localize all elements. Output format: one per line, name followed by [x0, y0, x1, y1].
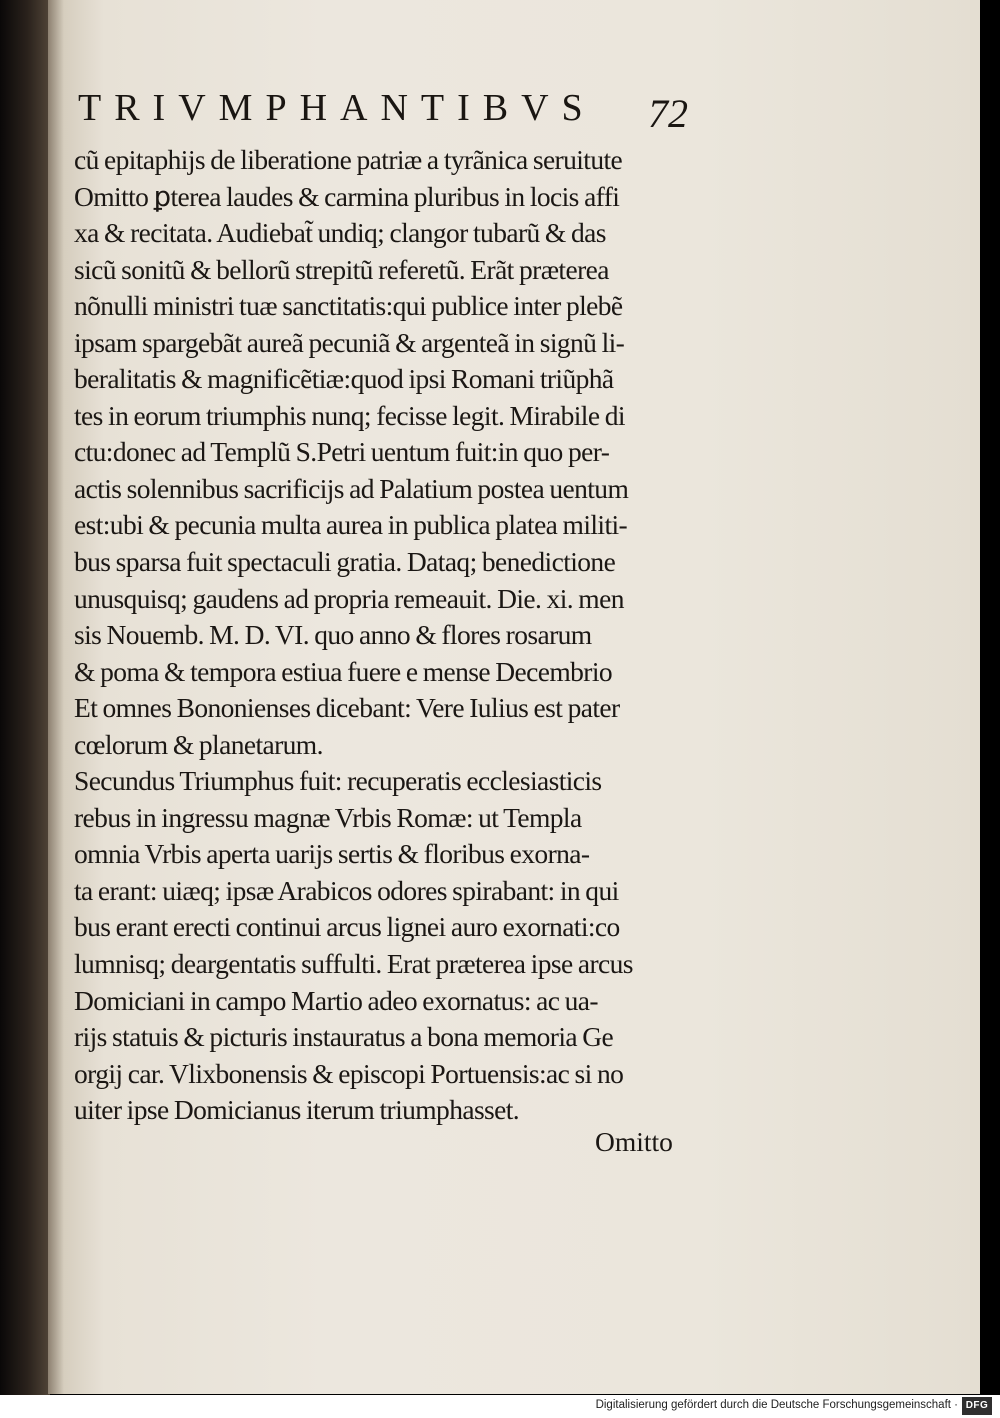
- text-line: cũ epitaphijs de liberatione patriæ a tyrãnica seruitute: [74, 144, 623, 175]
- text-line: bus erant erecti continui arcus lignei auro exornati:co: [74, 911, 620, 943]
- text-line: ta erant: uiæq; ipsæ Arabicos odores spirabant: in qui: [74, 874, 619, 906]
- text-line: Domiciani in campo Martio adeo exornatus: ac ua-: [74, 984, 598, 1016]
- text-line: est:ubi & pecunia multa aurea in publica platea militi-: [74, 509, 628, 541]
- running-title: TRIVMPHANTIBVS: [78, 87, 596, 129]
- text-line: bus sparsa fuit spectaculi gratia. Dataq; benedictione: [74, 546, 616, 578]
- text-line: ctu:donec ad Templũ S.Petri uentum fuit:in quo per-: [74, 436, 610, 468]
- text-line: actis solennibus sacrificijs ad Palatium postea uentum: [74, 472, 629, 504]
- text-line: xa & recitata. Audiebat̃ undiq; clangor tubarũ & das: [74, 217, 606, 249]
- text-line: rebus in ingressu magnæ Vrbis Romæ: ut Templa: [74, 801, 582, 833]
- text-line: & poma & tempora estiua fuere e mense Decembrio: [74, 655, 613, 687]
- running-head: [78, 86, 698, 142]
- text-line: sicũ sonitũ & bellorũ strepitũ referetũ. Erãt præterea: [74, 253, 609, 285]
- scan-background-right: [980, 0, 1000, 1395]
- text-line: Et omnes Bononienses dicebant: Vere Iulius est pater: [74, 692, 620, 724]
- text-line: uiter ipse Domicianus iterum triumphasset.: [74, 1094, 520, 1126]
- text-line: nõnulli ministri tuæ sanctitatis:qui publice inter plebẽ: [74, 290, 623, 322]
- text-line: Secundus Triumphus fuit: recuperatis ecclesiasticis: [74, 765, 602, 797]
- body-text: [74, 142, 714, 1129]
- text-line: rijs statuis & picturis instauratus a bona memoria Ge: [74, 1021, 614, 1053]
- text-line: omnia Vrbis aperta uarijs sertis & floribus exorna-: [74, 838, 590, 870]
- text-line: sis Nouemb. M. D. VI. quo anno & flores rosarum: [74, 619, 592, 651]
- scan-background-left: [0, 0, 50, 1395]
- text-line: unusquisq; gaudens ad propria remeauit. Die. xi. men: [74, 582, 624, 614]
- text-line: lumnisq; deargentatis suffulti. Erat præterea ipse arcus: [74, 948, 633, 980]
- text-line: cœlorum & planetarum.: [74, 728, 323, 760]
- text-line: tes in eorum triumphis nunq; fecisse legit. Mirabile di: [74, 399, 625, 431]
- funding-credit: Digitalisierung gefördert durch die Deutsche Forschungsgemeinschaft ·: [595, 1399, 958, 1411]
- text-line: Omitto ꝑterea laudes & carmina pluribus in locis affi: [74, 180, 620, 212]
- catchword: Omitto: [595, 1126, 673, 1157]
- text-line: orgij car. Vlixbonensis & episcopi Portuensis:ac si no: [74, 1057, 624, 1089]
- text-line: beralitatis & magnificẽtiæ:quod ipsi Romani triũphã: [74, 363, 614, 395]
- dfg-logo: DFG: [962, 1397, 992, 1415]
- text-line: ipsam spargebãt aureã pecuniã & argenteã in signũ li-: [74, 326, 625, 358]
- page-number: 72: [648, 91, 688, 136]
- page-gutter-shadow: [48, 0, 64, 1394]
- footer-bar: [0, 1395, 1000, 1418]
